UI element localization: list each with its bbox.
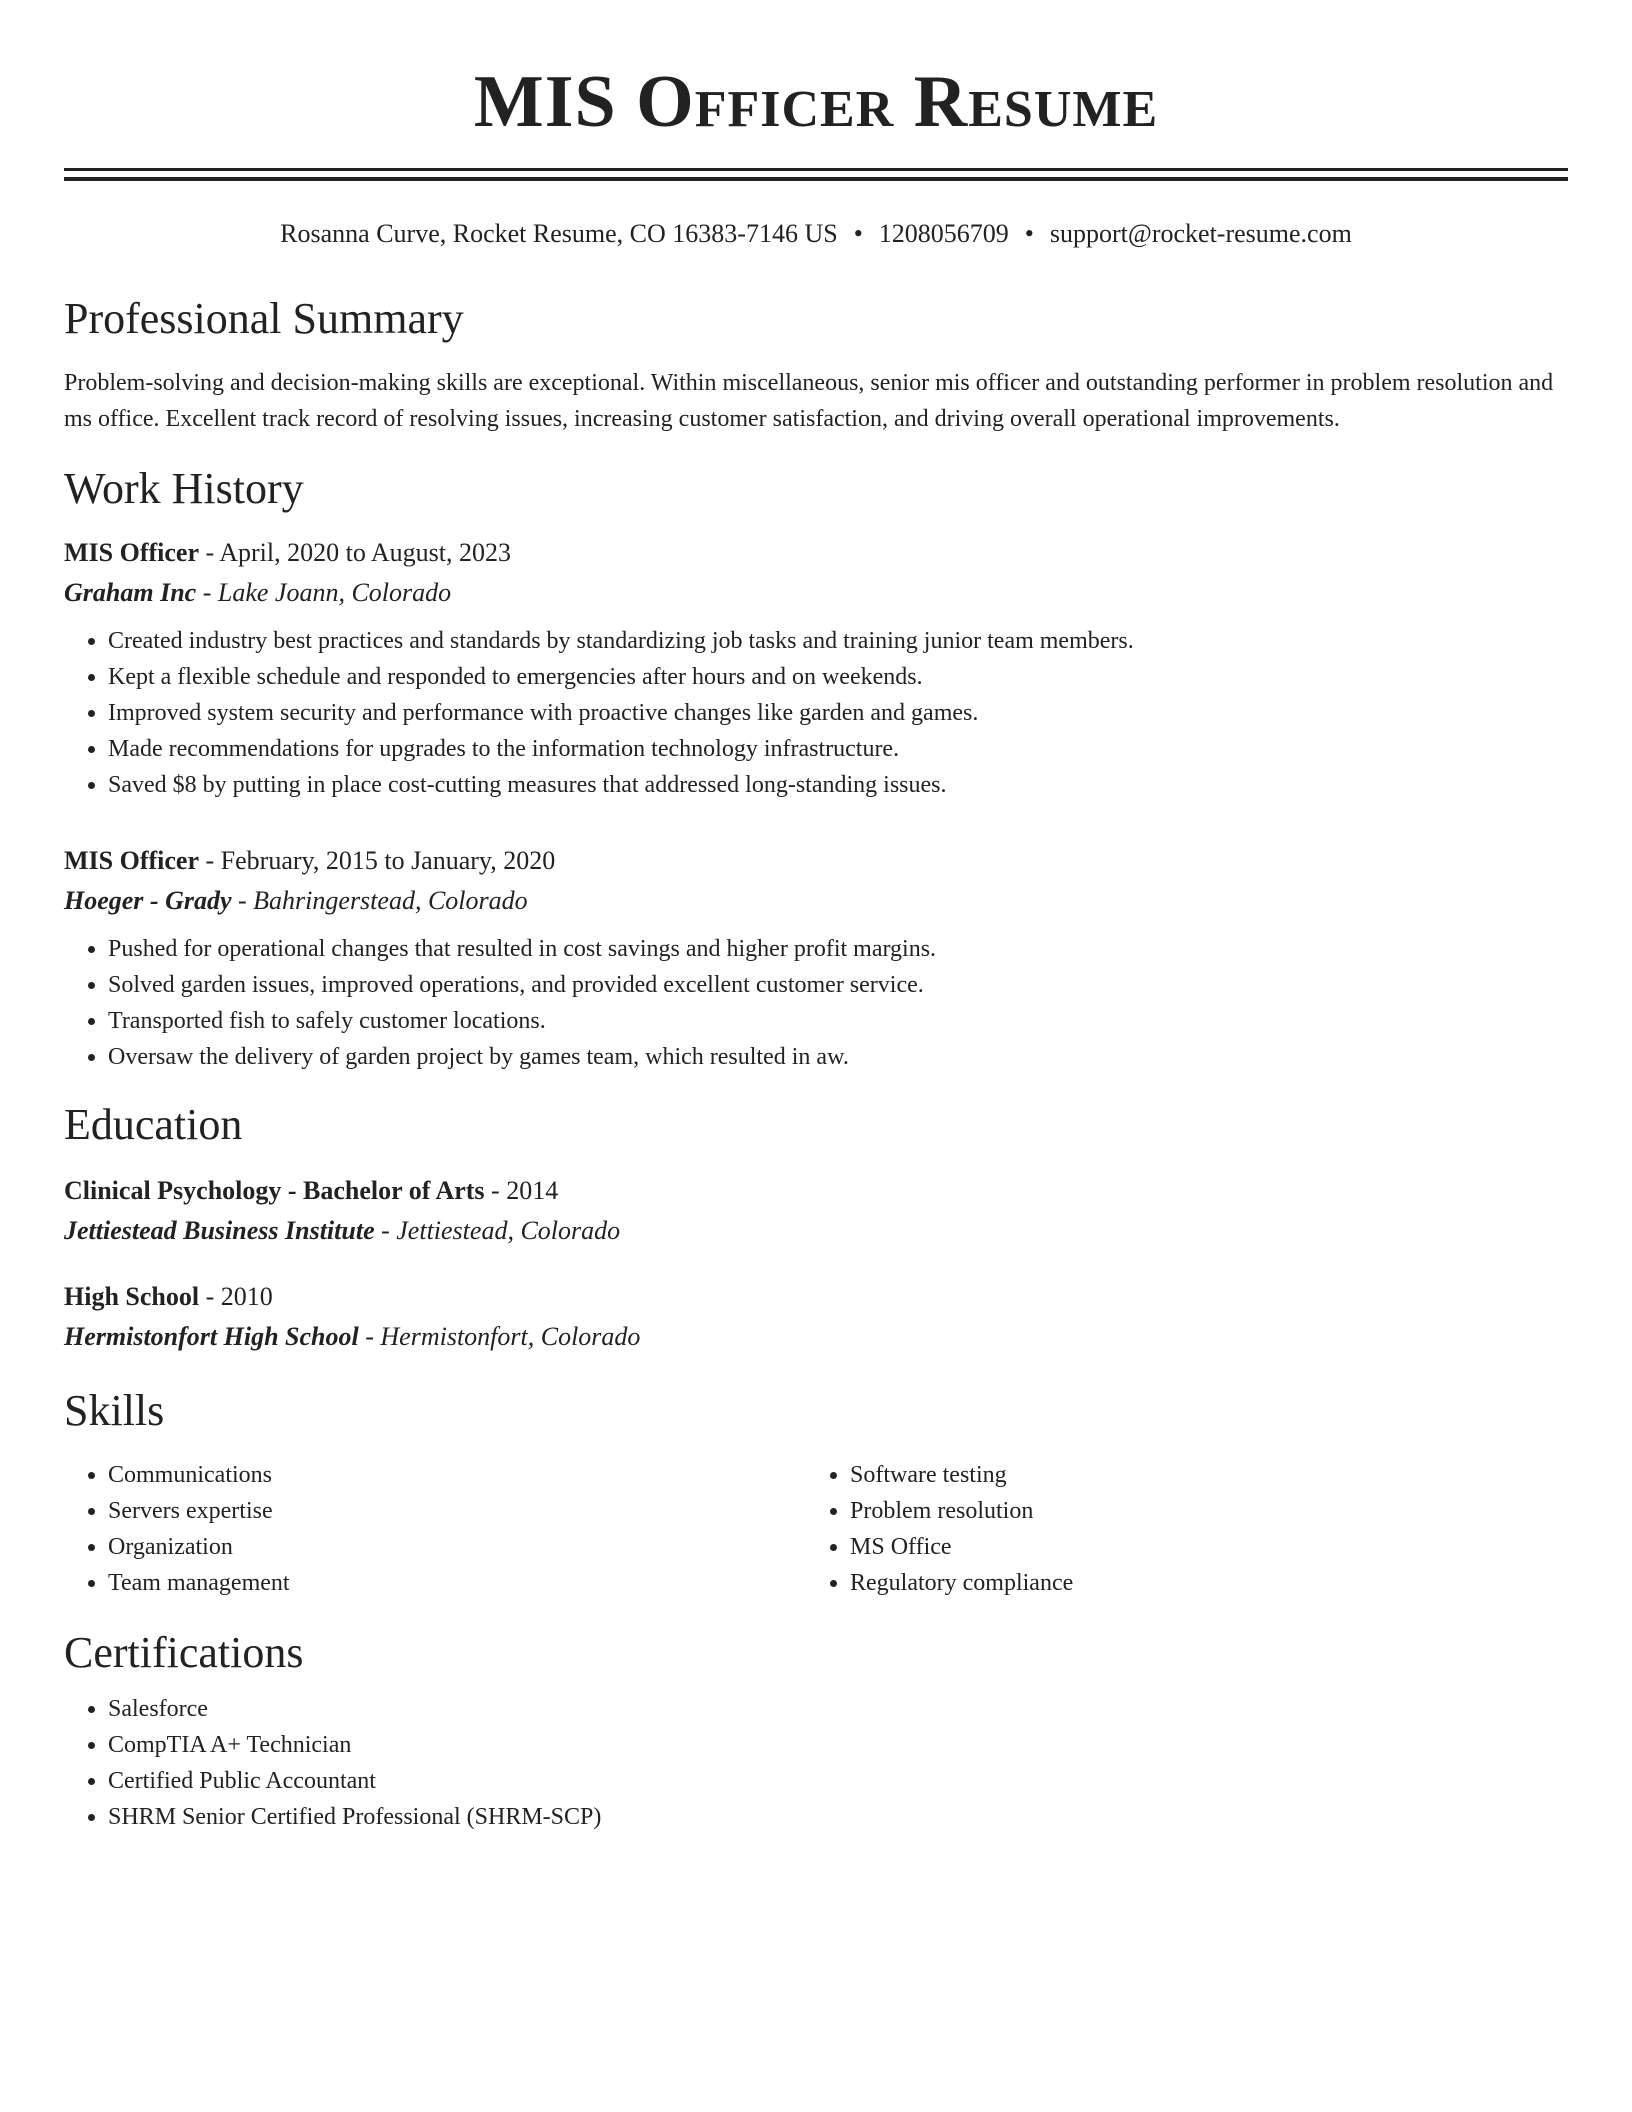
- job-role: MIS Officer: [64, 538, 200, 567]
- skill-item: • Team management: [108, 1565, 806, 1601]
- education-degree: Clinical Psychology - Bachelor of Arts: [64, 1176, 485, 1205]
- job-bullets: [64, 623, 1568, 803]
- job-bullet: • Oversaw the delivery of garden project by games team, which resulted in aw.: [108, 1039, 1568, 1075]
- skill-item: • Regulatory compliance: [850, 1565, 1548, 1601]
- contact-separator: •: [1024, 219, 1034, 248]
- resume-title: MIS Officer Resume: [473, 61, 1159, 143]
- job-dates: - February, 2015 to January, 2020: [199, 846, 556, 875]
- job-entry: [64, 535, 1568, 803]
- summary-heading: Professional Summary: [64, 294, 464, 343]
- certification-item: • Certified Public Accountant: [108, 1763, 1568, 1799]
- education-degree: High School: [64, 1282, 200, 1311]
- job-location: - Lake Joann, Colorado: [196, 578, 452, 607]
- education-school-line: [64, 1213, 1568, 1249]
- job-role: MIS Officer: [64, 846, 200, 875]
- job-company-line: [64, 883, 1568, 919]
- job-company-line: [64, 575, 1568, 611]
- skills-heading: Skills: [64, 1386, 165, 1435]
- education-heading: Education: [64, 1100, 243, 1149]
- education-school: Jettiestead Business Institute: [64, 1216, 375, 1245]
- certifications-list: [64, 1691, 1568, 1835]
- education-location: - Jettiestead, Colorado: [374, 1216, 621, 1245]
- job-bullet: • Improved system security and performance with proactive changes like garden and games.: [108, 695, 1568, 731]
- job-company: Hoeger - Grady: [64, 886, 232, 915]
- certification-item: • Salesforce: [108, 1691, 1568, 1727]
- job-title-line: [64, 535, 1568, 571]
- certification-item: • CompTIA A+ Technician: [108, 1727, 1568, 1763]
- skills-column-right: [806, 1457, 1548, 1601]
- education-school: Hermistonfort High School: [64, 1322, 359, 1351]
- job-bullet: • Transported fish to safely customer locations.: [108, 1003, 1568, 1039]
- contact-line: [64, 217, 1568, 251]
- skill-item: • MS Office: [850, 1529, 1548, 1565]
- skill-item: • Problem resolution: [850, 1493, 1548, 1529]
- education-entry: [64, 1279, 1568, 1355]
- contact-address: Rosanna Curve, Rocket Resume, CO 16383-7146 US: [280, 219, 838, 248]
- job-bullet: • Created industry best practices and standards by standardizing job tasks and training junior team members.: [108, 623, 1568, 659]
- skills-list: [64, 1457, 1568, 1601]
- job-bullets: [64, 931, 1568, 1075]
- job-company: Graham Inc: [64, 578, 197, 607]
- job-bullet: • Saved $8 by putting in place cost-cutting measures that addressed long-standing issues.: [108, 767, 1568, 803]
- contact-separator: •: [853, 219, 863, 248]
- job-title-line: [64, 843, 1568, 879]
- skill-item: • Organization: [108, 1529, 806, 1565]
- education-degree-line: [64, 1279, 1568, 1315]
- job-location: - Bahringerstead, Colorado: [231, 886, 528, 915]
- skill-item: • Servers expertise: [108, 1493, 806, 1529]
- skill-item: • Communications: [108, 1457, 806, 1493]
- education-school-line: [64, 1319, 1568, 1355]
- education-location: - Hermistonfort, Colorado: [358, 1322, 641, 1351]
- work-history-heading: Work History: [64, 464, 304, 513]
- job-bullet: • Pushed for operational changes that resulted in cost savings and higher profit margins.: [108, 931, 1568, 967]
- summary-text: Problem-solving and decision-making skills are exceptional. Within miscellaneous, senior mis officer and outstanding performer in problem resolution and ms office. Excellent track record of resolving issues, increasing customer satisfaction, and driving overall operational improvements.: [64, 370, 1554, 432]
- contact-phone: 1208056709: [878, 219, 1009, 248]
- education-entry: [64, 1173, 1568, 1249]
- certification-item: • SHRM Senior Certified Professional (SHRM-SCP): [108, 1799, 1568, 1835]
- skills-column-left: [64, 1457, 806, 1601]
- title-divider-bottom: [64, 177, 1568, 181]
- contact-email: support@rocket-resume.com: [1049, 219, 1352, 248]
- title-divider-top: [64, 168, 1568, 171]
- education-year: - 2010: [199, 1282, 273, 1311]
- job-bullet: • Kept a flexible schedule and responded to emergencies after hours and on weekends.: [108, 659, 1568, 695]
- job-dates: - April, 2020 to August, 2023: [199, 538, 512, 567]
- skill-item: • Software testing: [850, 1457, 1548, 1493]
- job-entry: [64, 843, 1568, 1075]
- certifications-heading: Certifications: [64, 1628, 304, 1677]
- job-bullet: • Solved garden issues, improved operations, and provided excellent customer service.: [108, 967, 1568, 1003]
- education-degree-line: [64, 1173, 1568, 1209]
- education-year: - 2014: [484, 1176, 559, 1205]
- job-bullet: • Made recommendations for upgrades to the information technology infrastructure.: [108, 731, 1568, 767]
